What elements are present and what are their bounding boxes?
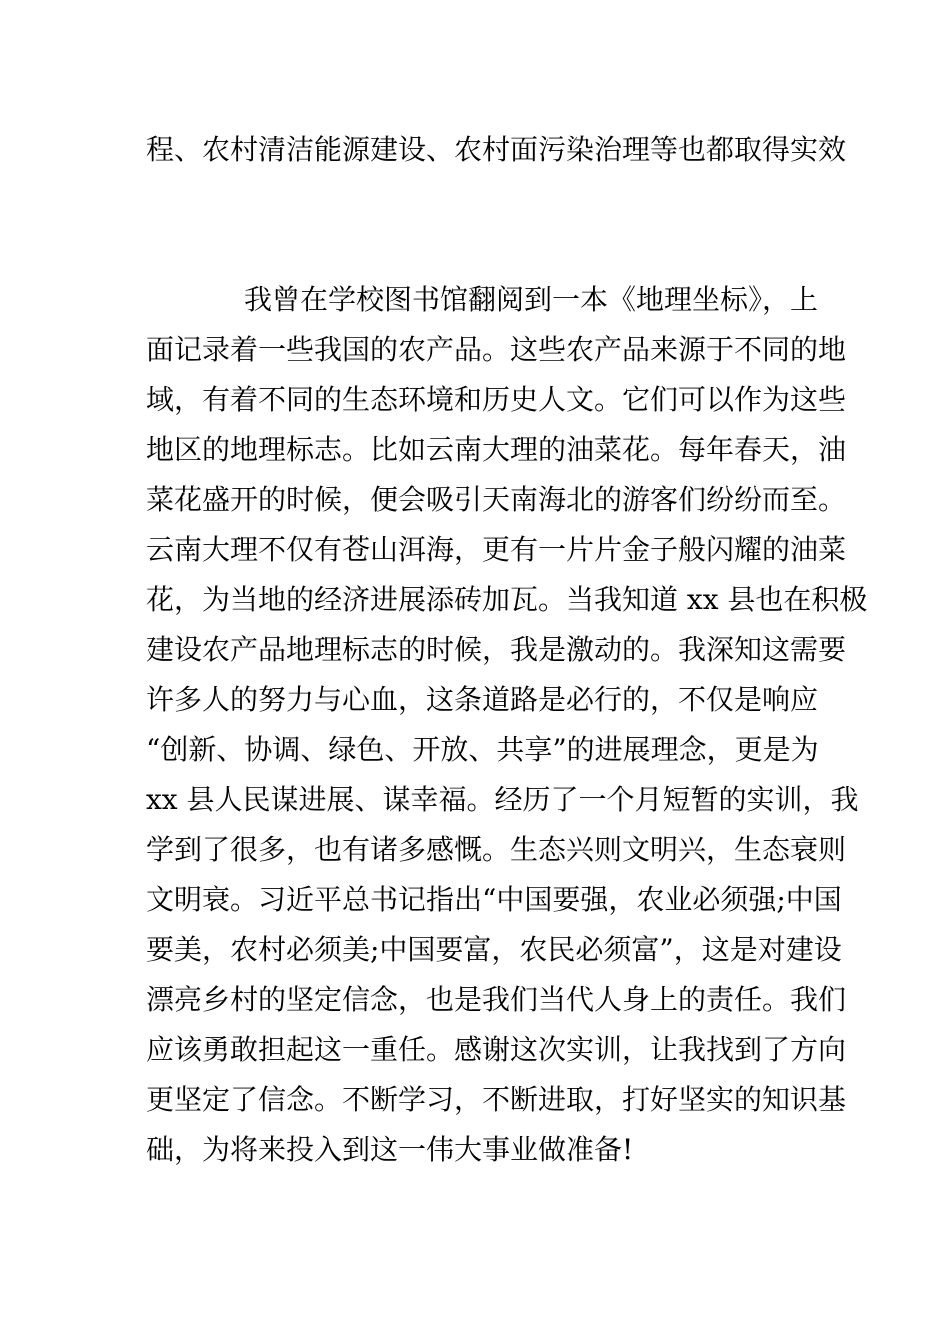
paragraph-line: 我曾在学校图书馆翻阅到一本《地理坐标》，上 [244,283,819,316]
paragraph-last-line: 础，为将来投入到这一伟大事业做准备! [146,1133,634,1166]
paragraph-line: 菜花盛开的时候，便会吸引天南海北的游客们纷纷而至。 [146,483,847,516]
paragraph-line: 地区的地理标志。比如云南大理的油菜花。每年春天，油 [146,433,847,466]
paragraph-line: 建设农产品地理标志的时候，我是激动的。我深知这需要 [146,633,847,666]
paragraph-line: 学到了很多，也有诸多感慨。生态兴则文明兴，生态衰则 [146,833,847,866]
paragraph-line: 文明衰。习近平总书记指出“中国要强，农业必须强;中国 [146,883,842,916]
paragraph-line: 云南大理不仅有苍山洱海，更有一片片金子般闪耀的油菜 [146,533,847,566]
paragraph-line: 漂亮乡村的坚定信念，也是我们当代人身上的责任。我们 [146,983,847,1016]
paragraph-line: 要美，农村必须美;中国要富，农民必须富”，这是对建设 [146,933,842,966]
paragraph-line: 域，有着不同的生态环境和历史人文。它们可以作为这些 [146,383,847,416]
paragraph-fragment-line: 程、农村清洁能源建设、农村面污染治理等也都取得实效 [146,133,847,166]
paragraph-line: 许多人的努力与心血，这条道路是必行的，不仅是响应 [146,683,819,716]
paragraph-line: 更坚定了信念。不断学习，不断进取，打好坚实的知识基 [146,1083,847,1116]
paragraph-line: xx 县人民谋进展、谋幸福。经历了一个月短暂的实训，我 [146,783,859,816]
paragraph-line: 面记录着一些我国的农产品。这些农产品来源于不同的地 [146,333,847,366]
paragraph-line: “创新、协调、绿色、开放、共享”的进展理念，更是为 [146,733,819,766]
paragraph-line: 应该勇敢担起这一重任。感谢这次实训，让我找到了方向 [146,1033,847,1066]
paragraph-line: 花，为当地的经济进展添砖加瓦。当我知道 xx 县也在积极 [146,583,868,616]
